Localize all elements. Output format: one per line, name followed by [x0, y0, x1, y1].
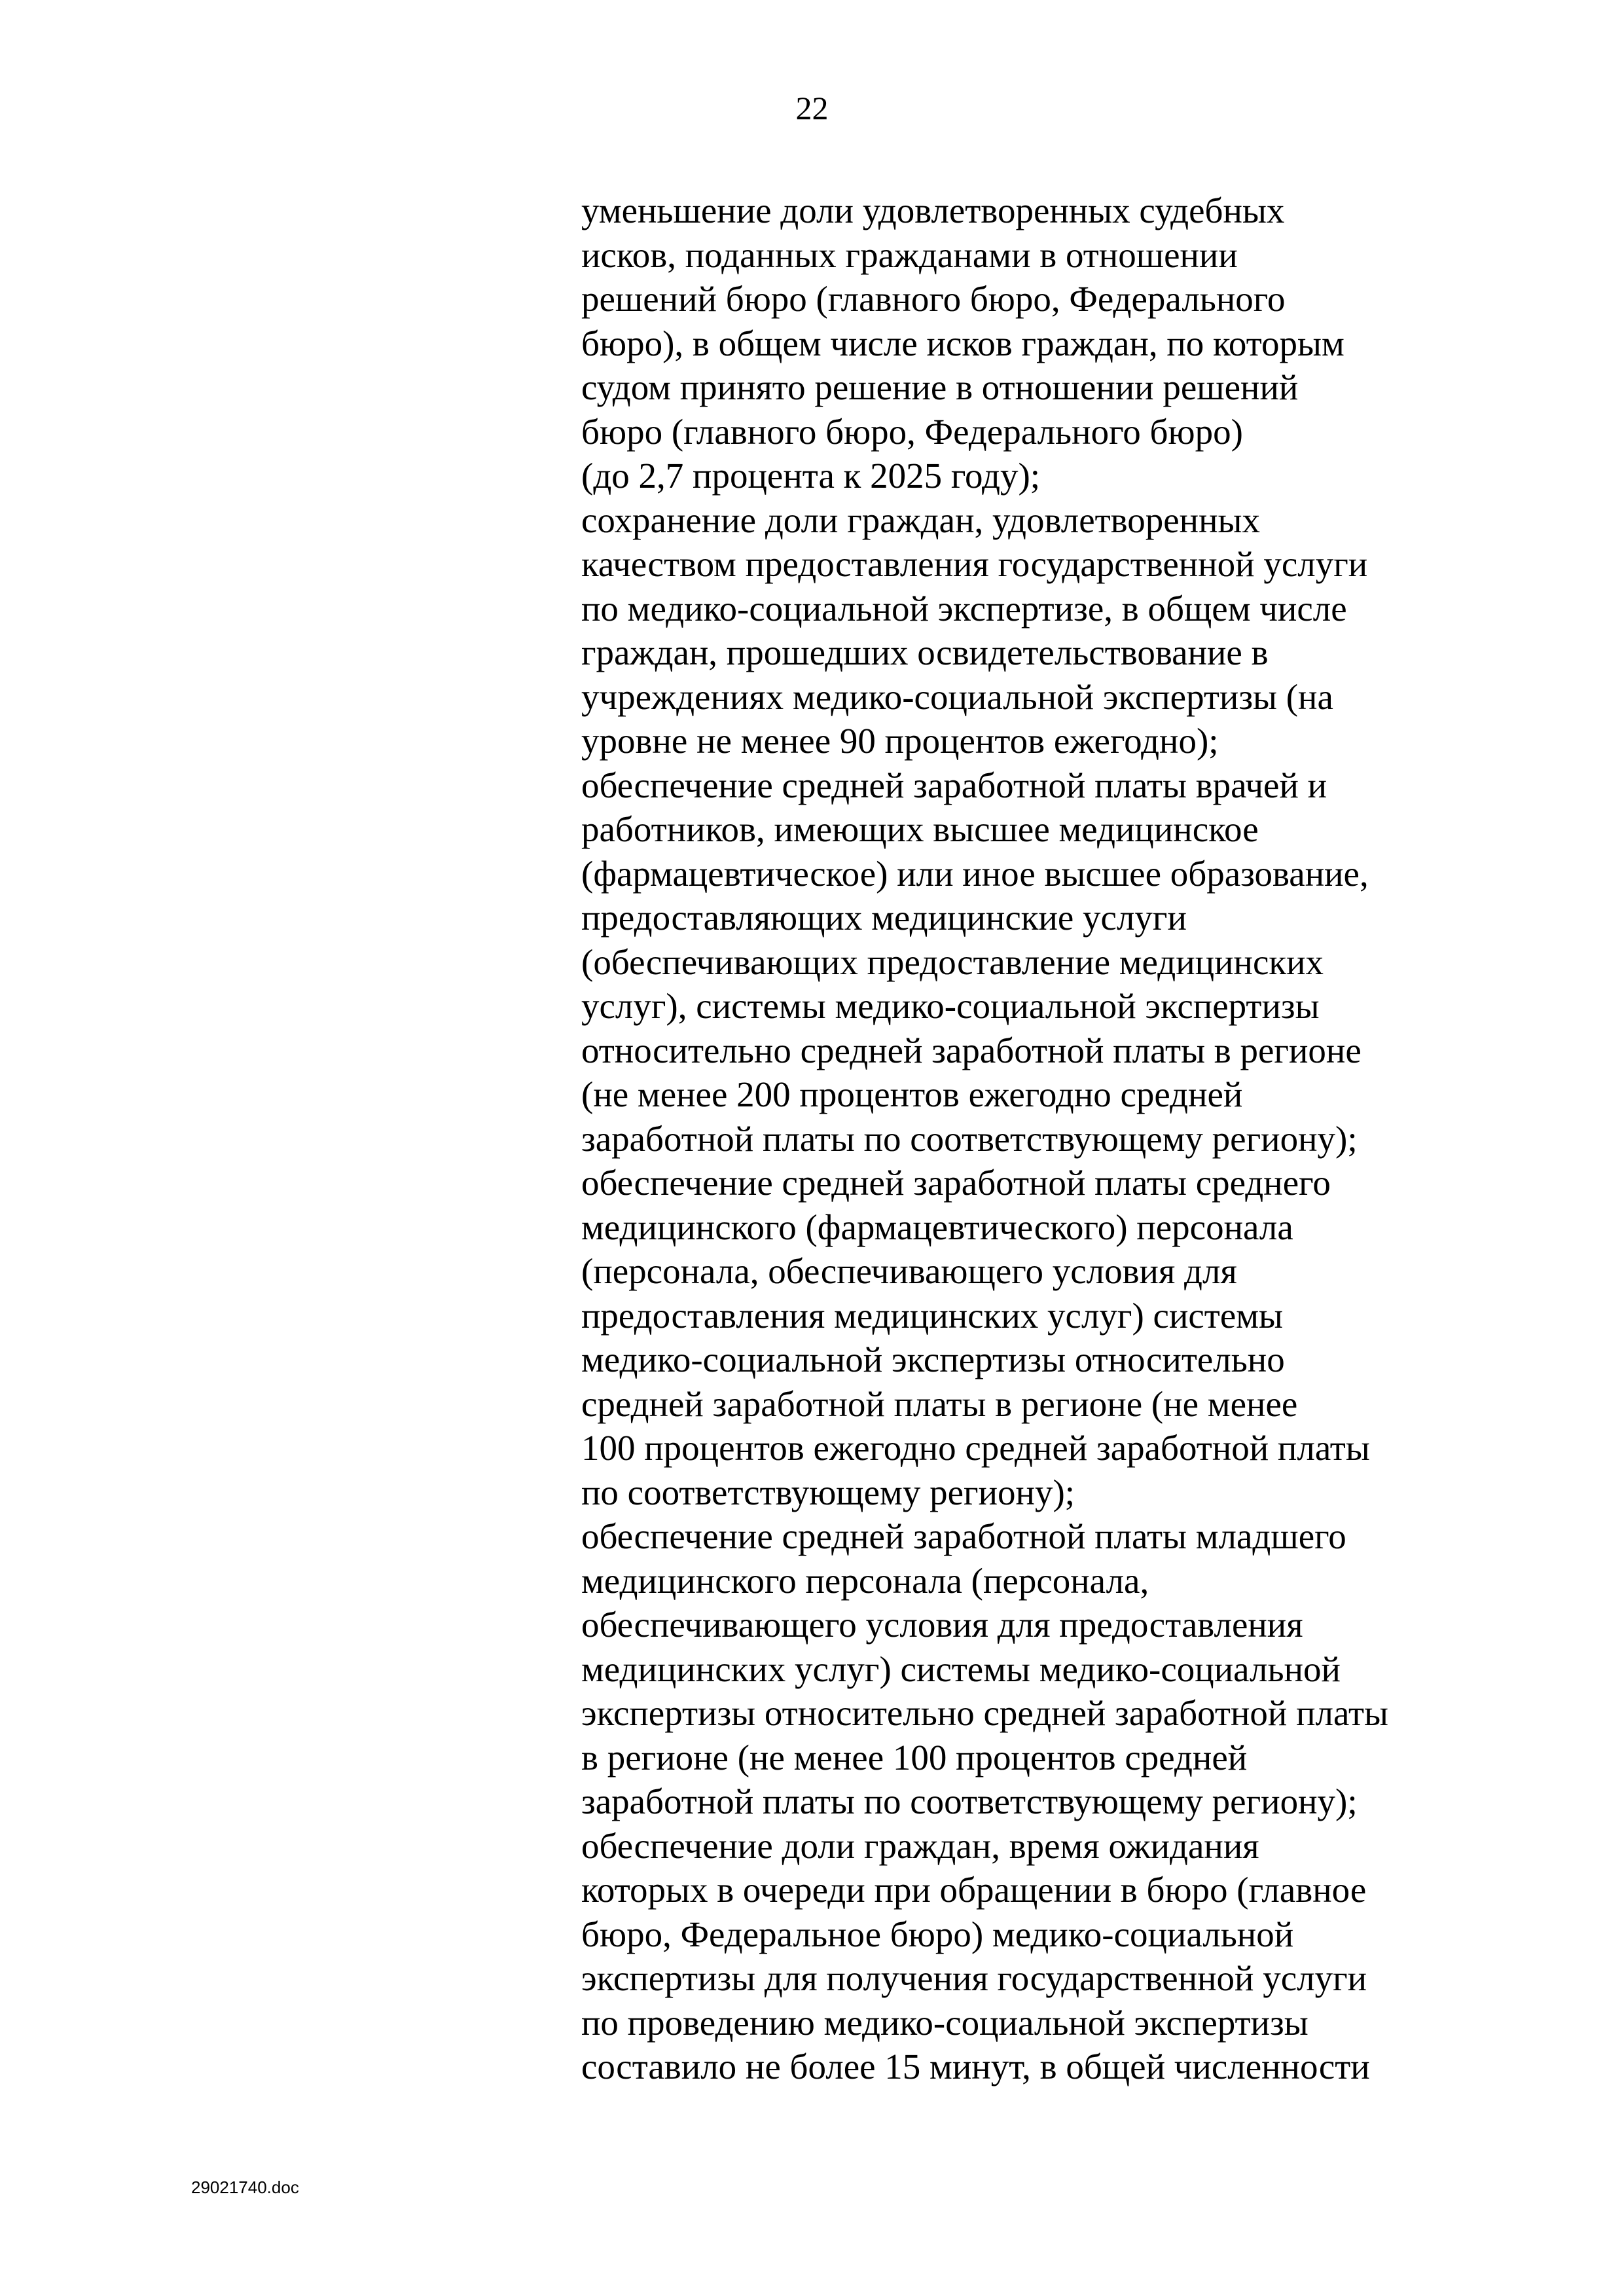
text-line: граждан, прошедших освидетельствование в [581, 632, 1269, 672]
text-line: сохранение доли граждан, удовлетворенных [581, 500, 1260, 540]
text-line: бюро, Федеральное бюро) медико-социальной [581, 1914, 1294, 1954]
text-line: решений бюро (главного бюро, Федерального [581, 279, 1286, 319]
text-line: учреждениях медико-социальной экспертизы (на [581, 676, 1333, 717]
text-line: заработной платы по соответствующему региону); [581, 1118, 1358, 1159]
text-line: по проведению медико-социальной экспертизы [581, 2002, 1308, 2043]
page-number: 22 [795, 90, 829, 126]
text-line: (обеспечивающих предоставление медицинских [581, 941, 1324, 982]
text-line: обеспечение средней заработной платы среднего [581, 1163, 1331, 1203]
text-line: (до 2,7 процента к 2025 году); [581, 456, 1041, 496]
text-line: которых в очереди при обращении в бюро (главное [581, 1870, 1367, 1910]
text-line: уровне не менее 90 процентов ежегодно); [581, 721, 1219, 761]
text-line: обеспечение средней заработной платы врачей и [581, 765, 1327, 805]
text-line: качеством предоставления государственной услуги [581, 544, 1368, 584]
text-line: по медико-социальной экспертизе, в общем числе [581, 588, 1347, 629]
text-line: медицинских услуг) системы медико-социальной [581, 1649, 1341, 1689]
text-line: медицинского (фармацевтического) персонала [581, 1207, 1293, 1247]
text-line: по соответствующему региону); [581, 1472, 1075, 1512]
text-line: услуг), системы медико-социальной экспертизы [581, 986, 1320, 1026]
text-line: исков, поданных гражданами в отношении [581, 234, 1238, 275]
text-line: (не менее 200 процентов ежегодно средней [581, 1074, 1243, 1114]
text-line: относительно средней заработной платы в регионе [581, 1030, 1362, 1070]
text-line: медико-социальной экспертизы относительно [581, 1339, 1285, 1379]
text-line: медицинского персонала (персонала, [581, 1560, 1149, 1601]
text-line: средней заработной платы в регионе (не менее [581, 1383, 1298, 1424]
text-line: 100 процентов ежегодно средней заработной платы [581, 1428, 1370, 1468]
text-line: уменьшение доли удовлетворенных судебных [581, 191, 1285, 230]
text-line: (фармацевтическое) или иное высшее образование, [581, 853, 1369, 894]
text-line: обеспечивающего условия для предоставления [581, 1605, 1303, 1645]
text-line: предоставляющих медицинские услуги [581, 898, 1187, 938]
text-line: обеспечение средней заработной платы младшего [581, 1516, 1346, 1556]
text-line: экспертизы относительно средней заработной платы [581, 1693, 1388, 1733]
text-line: составило не более 15 минут, в общей численности [581, 2047, 1370, 2086]
text-line: работников, имеющих высшее медицинское [581, 809, 1259, 849]
text-line: судом принято решение в отношении решений [581, 367, 1299, 407]
text-line: обеспечение доли граждан, время ожидания [581, 1825, 1259, 1866]
body-text [581, 189, 1445, 2089]
text-line: экспертизы для получения государственной услуги [581, 1958, 1367, 1998]
text-line: бюро (главного бюро, Федерального бюро) [581, 411, 1243, 452]
text-line: предоставления медицинских услуг) системы [581, 1295, 1283, 1336]
file-name-footer: 29021740.doc [191, 2178, 299, 2197]
text-line: в регионе (не менее 100 процентов средней [581, 1737, 1248, 1777]
text-line: (персонала, обеспечивающего условия для [581, 1251, 1237, 1291]
text-line: бюро), в общем числе исков граждан, по которым [581, 323, 1344, 363]
text-line: заработной платы по соответствующему региону); [581, 1781, 1358, 1821]
